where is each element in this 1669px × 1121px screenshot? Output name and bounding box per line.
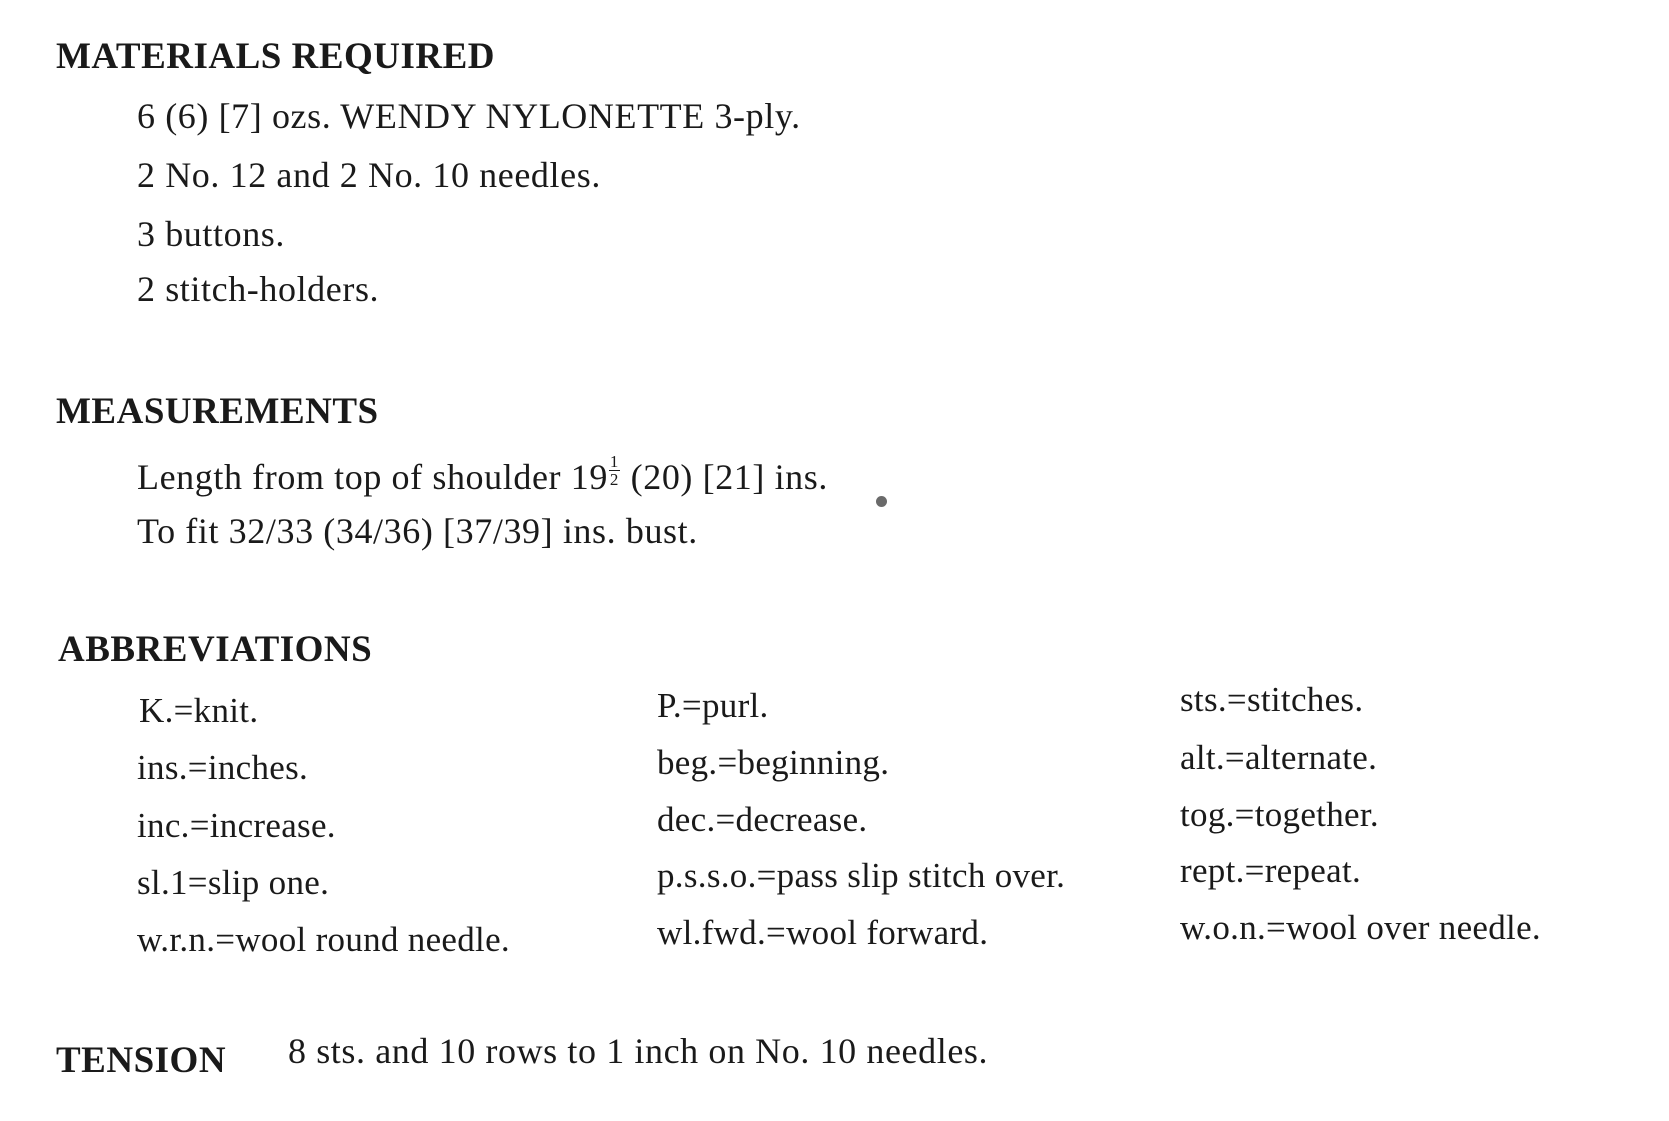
abbr-purl: P.=purl. bbox=[657, 686, 769, 725]
half-fraction bbox=[609, 453, 620, 488]
length-prefix: Length from top of shoulder 19 bbox=[137, 457, 608, 497]
abbr-decrease: dec.=decrease. bbox=[657, 800, 868, 839]
materials-item-holders: 2 stitch-holders. bbox=[137, 269, 380, 309]
abbr-beginning: beg.=beginning. bbox=[657, 743, 890, 782]
length-suffix: (20) [21] ins. bbox=[621, 457, 828, 497]
abbr-inches: ins.=inches. bbox=[137, 748, 309, 787]
abbr-increase: inc.=increase. bbox=[137, 806, 336, 845]
abbr-slip-one: sl.1=slip one. bbox=[137, 863, 330, 902]
abbreviations-heading: ABBREVIATIONS bbox=[58, 629, 373, 670]
materials-item-needles: 2 No. 12 and 2 No. 10 needles. bbox=[137, 155, 601, 195]
abbr-wool-round-needle: w.r.n.=wool round needle. bbox=[137, 920, 510, 959]
ink-speck bbox=[876, 496, 887, 507]
fraction-numerator: 1 bbox=[609, 452, 620, 471]
abbr-wool-forward: wl.fwd.=wool forward. bbox=[657, 913, 989, 952]
measurements-fit: To fit 32/33 (34/36) [37/39] ins. bust. bbox=[137, 511, 698, 551]
measurements-length bbox=[137, 453, 828, 495]
abbr-knit: K.=knit. bbox=[139, 691, 259, 730]
abbr-stitches: sts.=stitches. bbox=[1180, 680, 1364, 719]
materials-heading: MATERIALS REQUIRED bbox=[56, 36, 496, 77]
measurements-heading: MEASUREMENTS bbox=[56, 391, 379, 432]
materials-item-yarn: 6 (6) [7] ozs. WENDY NYLONETTE 3-ply. bbox=[137, 96, 801, 136]
tension-text: 8 sts. and 10 rows to 1 inch on No. 10 needles. bbox=[288, 1031, 989, 1071]
tension-heading: TENSION bbox=[56, 1040, 227, 1081]
fraction-denominator: 2 bbox=[609, 470, 620, 489]
abbr-together: tog.=together. bbox=[1180, 795, 1379, 834]
abbr-repeat: rept.=repeat. bbox=[1180, 851, 1362, 890]
abbr-alternate: alt.=alternate. bbox=[1180, 738, 1378, 777]
abbr-wool-over-needle: w.o.n.=wool over needle. bbox=[1180, 908, 1541, 947]
abbr-pass-slip-stitch-over: p.s.s.o.=pass slip stitch over. bbox=[657, 856, 1066, 895]
materials-item-buttons: 3 buttons. bbox=[137, 214, 286, 254]
